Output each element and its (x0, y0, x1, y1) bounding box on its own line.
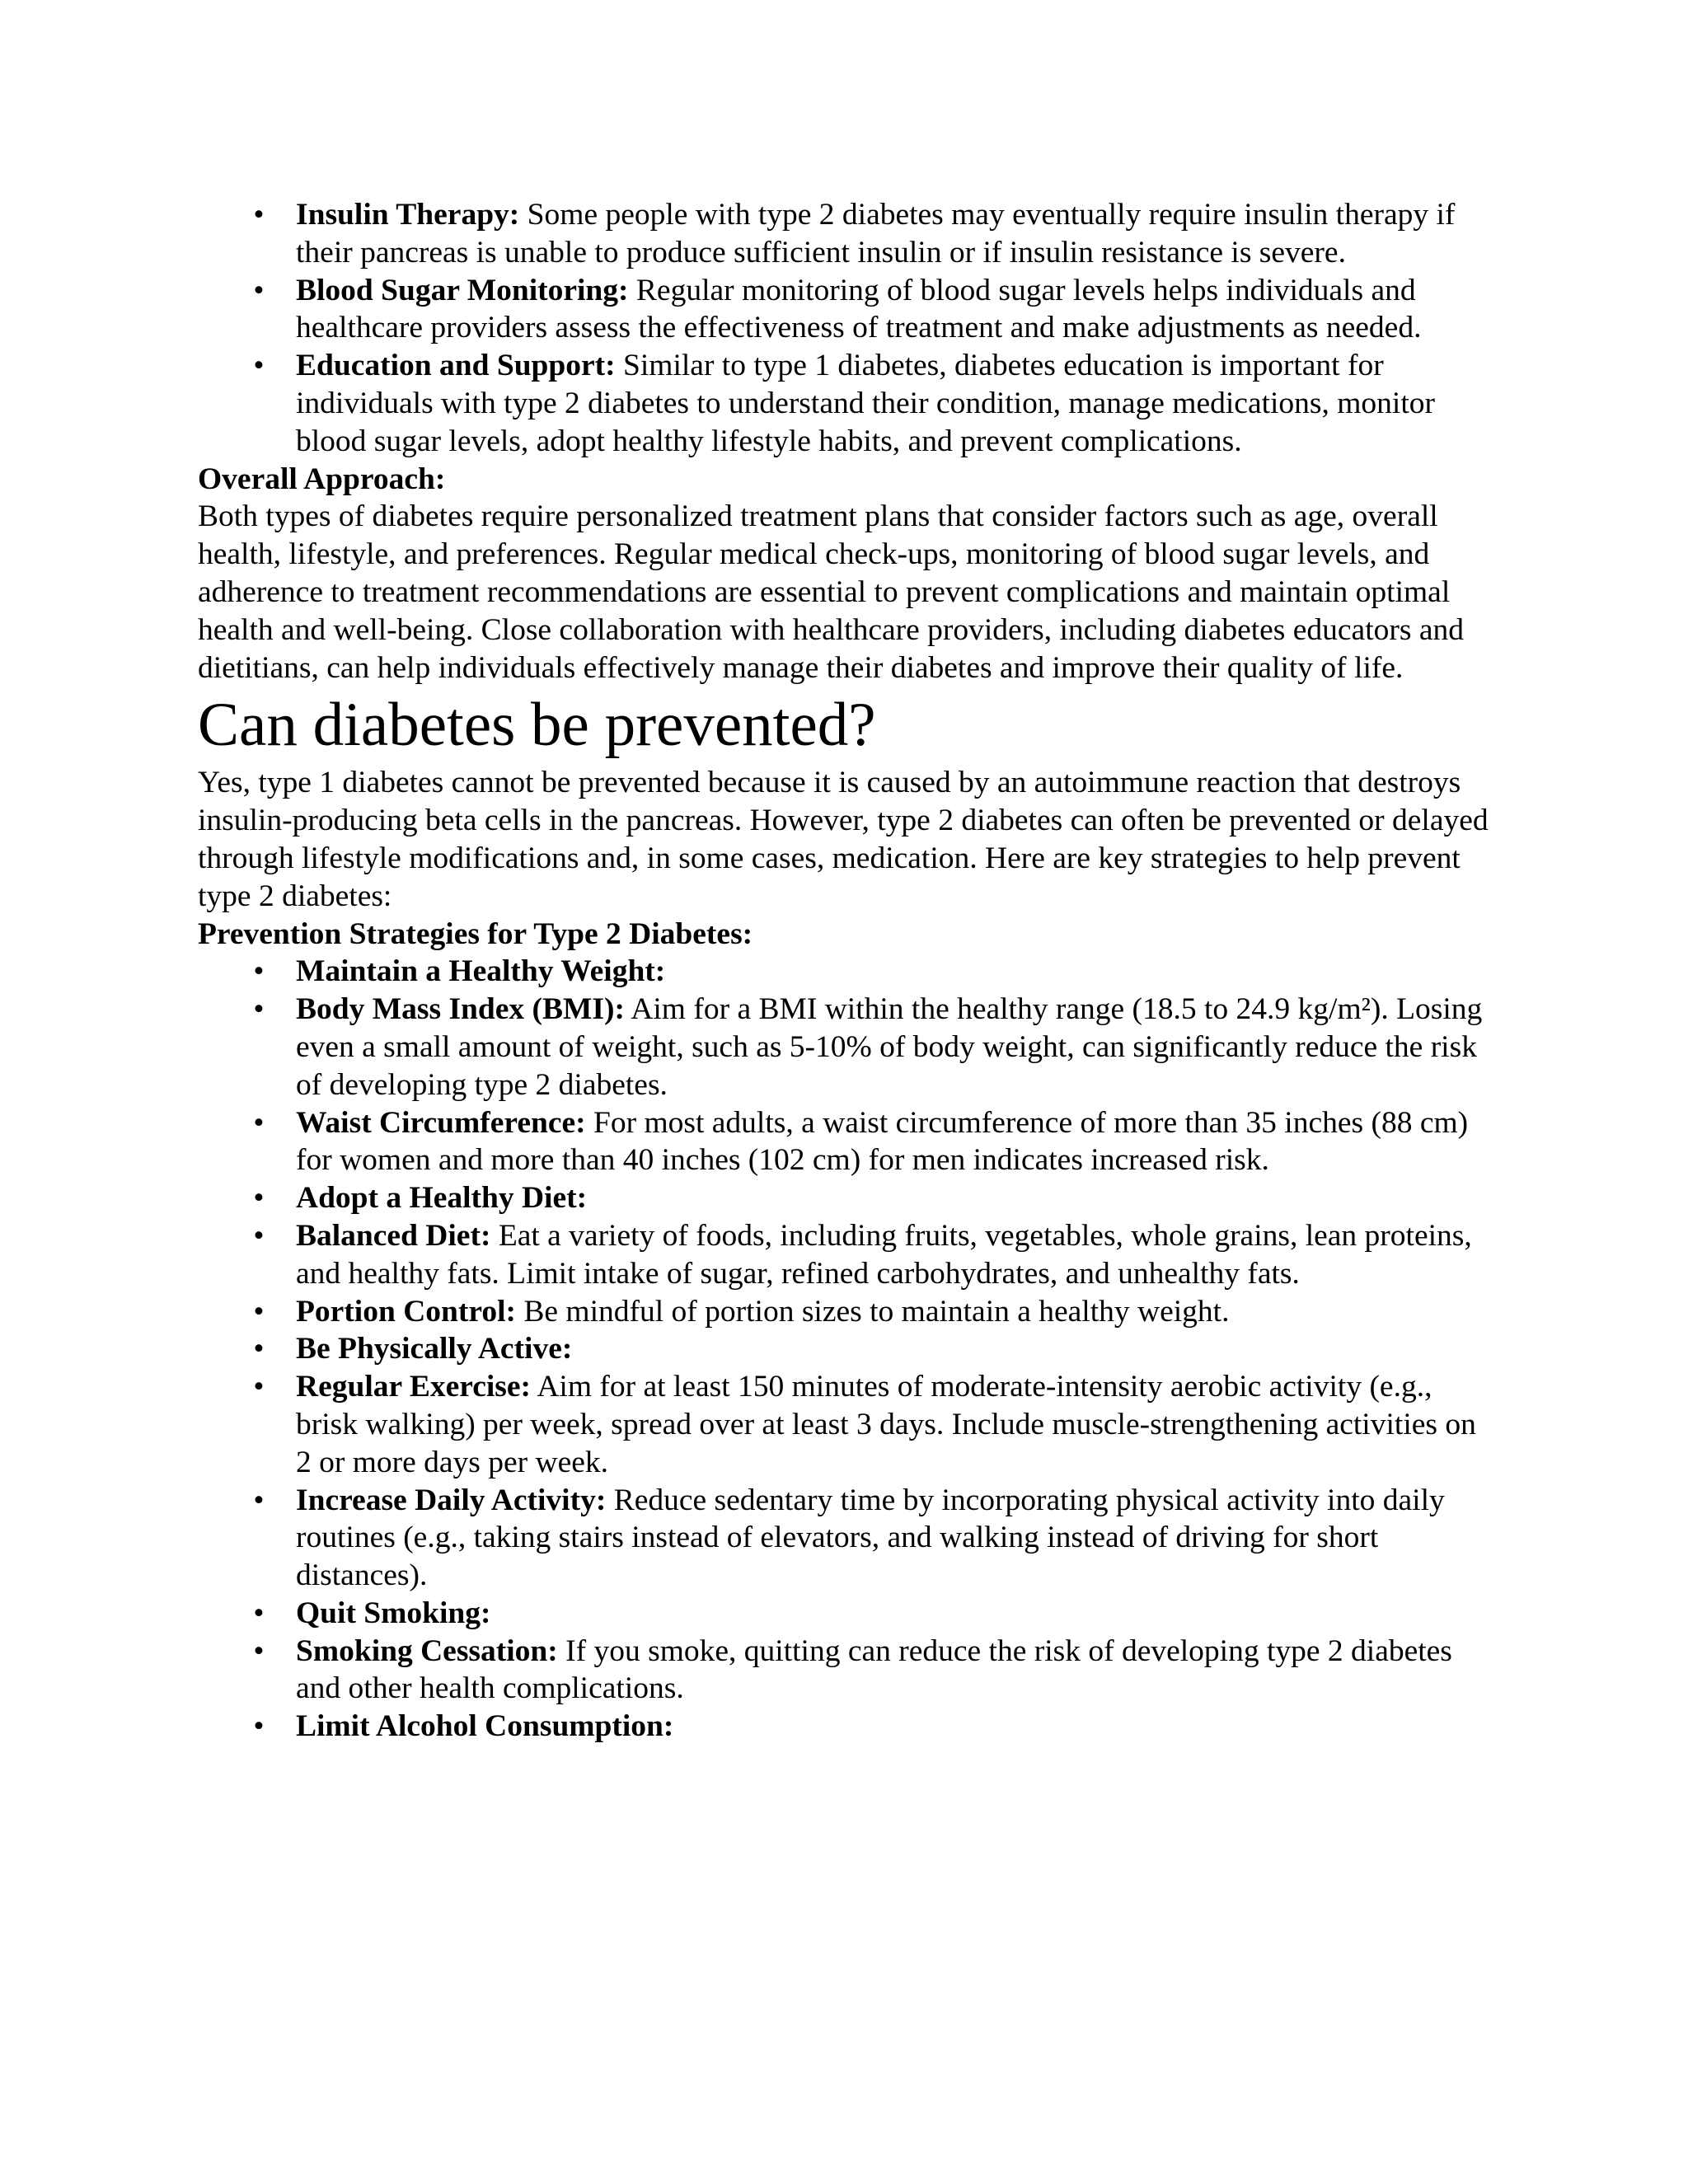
list-item (253, 1633, 1490, 1708)
list-item (253, 1595, 1490, 1633)
bullet-icon: • (253, 1709, 265, 1744)
item-label: Waist Circumference: (296, 1105, 586, 1140)
overall-approach-paragraph: Both types of diabetes require personalized treatment plans that consider factors such as age, overall health, lifestyle, and preferences. Regular medical check-ups, monitoring of blood sugar levels, and adherence to treatment recommendations are essential to prevent complications and maintain optimal health and well-being. Close collaboration with healthcare providers, including diabetes educators and dietitians, can help individuals effectively manage their diabetes and improve their quality of life. (198, 499, 1464, 685)
bullet-icon: • (253, 273, 265, 307)
bullet-icon: • (253, 198, 265, 232)
list-item (253, 1104, 1490, 1180)
item-text: Aim for a BMI within the healthy range (18.5 to 24.9 kg/m²). Losing even a small amount of weight, such as 5-10% of body weight, can significantly reduce the risk of developing type 2 diabetes. (296, 992, 1483, 1102)
item-text: Be mindful of portion sizes to maintain a healthy weight. (516, 1294, 1230, 1329)
list-item (253, 953, 1490, 991)
item-label: Limit Alcohol Consumption: (296, 1709, 674, 1744)
item-label: Portion Control: (296, 1294, 516, 1329)
item-text: If you smoke, quitting can reduce the risk of developing type 2 diabetes and other health complications. (296, 1633, 1452, 1706)
bullet-icon: • (253, 1633, 265, 1668)
item-label: Maintain a Healthy Weight: (296, 954, 666, 989)
list-item (253, 196, 1490, 272)
item-text: Similar to type 1 diabetes, diabetes education is important for individuals with type 2 diabetes to understand their condition, manage medications, monitor blood sugar levels, adopt healthy lifestyle habits, and prevent complications. (296, 349, 1436, 458)
list-item (253, 1708, 1490, 1746)
item-label: Regular Exercise: (296, 1370, 532, 1404)
list-item (253, 1179, 1490, 1217)
list-item (253, 1217, 1490, 1293)
bullet-icon: • (253, 1370, 265, 1404)
item-text: For most adults, a waist circumference of more than 35 inches (88 cm) for women and more than 40 inches (102 cm) for men indicates increased risk. (296, 1105, 1469, 1178)
bullet-icon: • (253, 1332, 265, 1366)
bullet-icon: • (253, 1218, 265, 1253)
item-label: Adopt a Healthy Diet: (296, 1181, 588, 1216)
prevention-list (253, 953, 1490, 1746)
list-item (253, 1482, 1490, 1595)
item-text: Aim for at least 150 minutes of moderate-intensity aerobic activity (e.g., brisk walking) per week, spread over at least 3 days. Include muscle-strengthening activities on 2 or more days per week. (296, 1370, 1476, 1479)
bullet-icon: • (253, 1105, 265, 1140)
item-label: Body Mass Index (BMI): (296, 992, 625, 1027)
item-label: Blood Sugar Monitoring: (296, 273, 629, 307)
list-item (253, 272, 1490, 348)
list-item (253, 1293, 1490, 1331)
item-text: Reduce sedentary time by incorporating physical activity into daily routines (e.g., taking stairs instead of elevators, and walking instead of driving for short distances). (296, 1483, 1445, 1593)
section-title: Can diabetes be prevented? (198, 691, 876, 760)
prevention-intro: Yes, type 1 diabetes cannot be prevented because it is caused by an autoimmune reaction that destroys insulin-producing beta cells in the pancreas. However, type 2 diabetes can often be prevented or delayed through lifestyle modifications and, in some cases, medication. Here are key strategies to help prevent type 2 diabetes: (198, 766, 1489, 913)
item-text: Eat a variety of foods, including fruits, vegetables, whole grains, lean proteins, and healthy fats. Limit intake of sugar, refined carbohydrates, and unhealthy fats. (296, 1218, 1472, 1291)
list-item (253, 1368, 1490, 1481)
bullet-icon: • (253, 349, 265, 383)
item-label: Be Physically Active: (296, 1332, 573, 1366)
item-label: Increase Daily Activity: (296, 1483, 607, 1517)
item-label: Balanced Diet: (296, 1218, 491, 1253)
list-item (253, 347, 1490, 460)
item-label: Smoking Cessation: (296, 1633, 558, 1668)
list-item (253, 991, 1490, 1104)
bullet-icon: • (253, 1294, 265, 1329)
item-text: Some people with type 2 diabetes may eventually require insulin therapy if their pancreas is unable to produce sufficient insulin or if insulin resistance is severe. (296, 198, 1456, 269)
item-text: Regular monitoring of blood sugar levels helps individuals and healthcare providers assess the effectiveness of treatment and make adjustments as needed. (296, 273, 1422, 345)
treatment-list (253, 196, 1490, 461)
bullet-icon: • (253, 1181, 265, 1216)
list-item (253, 1330, 1490, 1368)
prevention-strategies-heading: Prevention Strategies for Type 2 Diabetes: (198, 916, 753, 951)
bullet-icon: • (253, 1596, 265, 1630)
bullet-icon: • (253, 992, 265, 1027)
overall-approach-heading: Overall Approach: (198, 462, 446, 496)
item-label: Insulin Therapy: (296, 198, 520, 232)
bullet-icon: • (253, 954, 265, 989)
item-label: Education and Support: (296, 349, 616, 383)
item-label: Quit Smoking: (296, 1596, 491, 1630)
bullet-icon: • (253, 1483, 265, 1517)
